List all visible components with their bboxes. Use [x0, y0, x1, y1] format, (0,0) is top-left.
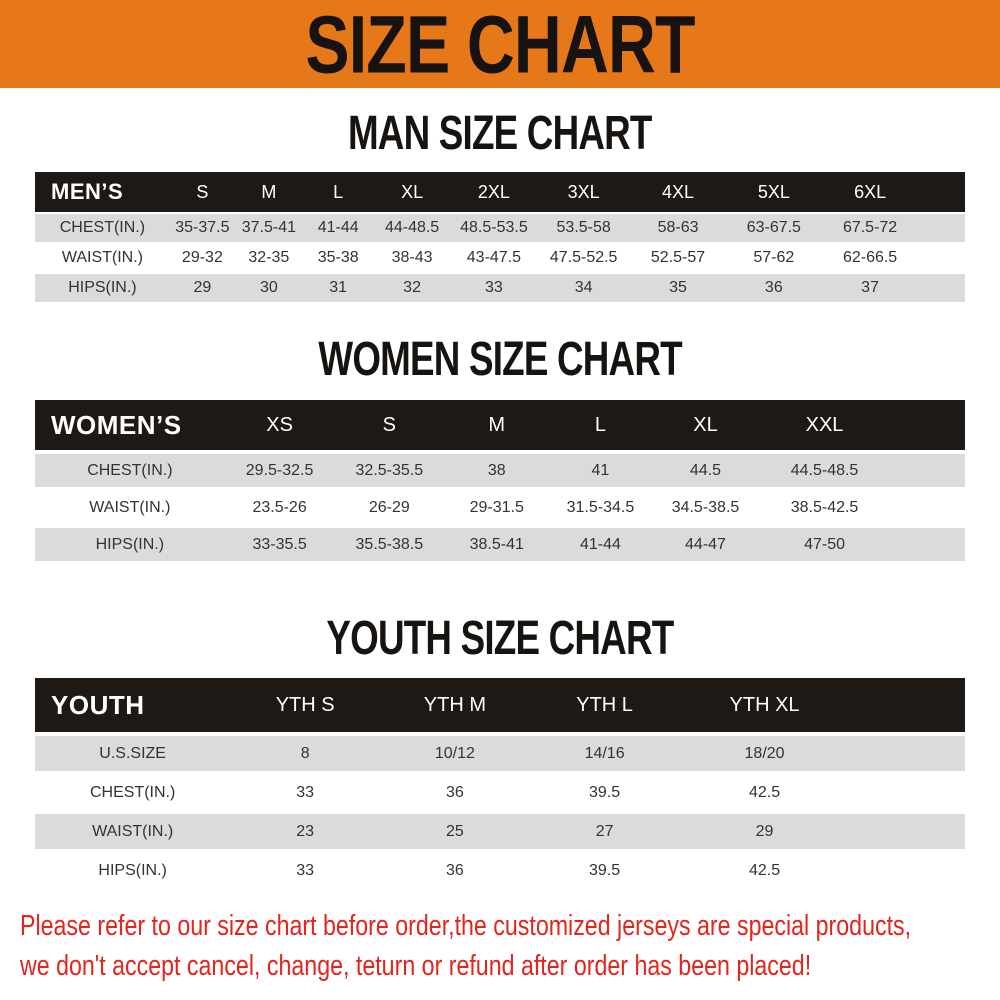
women-section-heading-text: WOMEN SIZE CHART: [318, 330, 682, 386]
youth-section-heading: [0, 609, 1000, 665]
size-column-header: 5XL: [757, 181, 790, 202]
women-hips-row: [35, 528, 965, 561]
row-label: WAIST(IN.): [92, 822, 174, 840]
size-column-header: 4XL: [662, 181, 695, 202]
women-waist-row: [35, 491, 965, 524]
size-column-header: 3XL: [567, 181, 600, 202]
man-section-heading: [0, 104, 1000, 160]
youth-waist-row: [35, 814, 965, 849]
size-cell: 47-50: [804, 535, 845, 553]
size-cell: 44-48.5: [384, 219, 440, 236]
size-cell: 39.5: [589, 783, 621, 801]
size-cell: 32: [403, 279, 421, 296]
row-label: CHEST(IN.): [59, 219, 146, 236]
youth-section-heading-text: YOUTH SIZE CHART: [326, 609, 674, 665]
size-cell: 23: [296, 822, 315, 840]
men-size-table: [35, 172, 965, 302]
size-column-header: XS: [266, 413, 293, 436]
size-cell: 35.5-38.5: [355, 535, 424, 553]
row-label: HIPS(IN.): [98, 861, 167, 879]
women-section-heading: [0, 330, 1000, 386]
size-cell: 32-35: [248, 249, 290, 266]
women-size-table: [35, 400, 965, 561]
size-cell: 42.5: [748, 783, 781, 801]
size-cell: 38: [487, 461, 506, 479]
size-column-header: L: [333, 181, 344, 202]
size-cell: 33-35.5: [252, 535, 307, 553]
size-cell: 58-63: [657, 219, 699, 236]
youth-hips-row: [35, 853, 965, 888]
size-cell: 10/12: [434, 744, 475, 762]
men-table-header-label: MEN’S: [51, 179, 124, 204]
size-cell: 63-67.5: [746, 219, 801, 236]
size-cell: 29.5-32.5: [245, 461, 314, 479]
size-cell: 41: [591, 461, 610, 479]
size-cell: 53.5-58: [556, 219, 611, 236]
row-label: WAIST(IN.): [61, 249, 143, 266]
size-cell: 44-47: [685, 535, 726, 553]
size-column-header: M: [488, 413, 506, 436]
size-cell: 23.5-26: [252, 498, 307, 516]
size-column-header: XXL: [805, 413, 844, 436]
size-cell: 38.5-42.5: [790, 498, 859, 516]
size-cell: 31.5-34.5: [566, 498, 635, 516]
size-cell: 33: [485, 279, 503, 296]
size-cell: 26-29: [368, 498, 410, 516]
size-cell: 47.5-52.5: [549, 249, 618, 266]
size-column-header: XL: [693, 413, 718, 436]
men-hips-row: [35, 274, 965, 302]
size-cell: 38-43: [391, 249, 433, 266]
men-waist-row: [35, 244, 965, 272]
size-column-header: S: [196, 181, 209, 202]
man-section-heading-text: MAN SIZE CHART: [348, 104, 652, 160]
youth-ussize-row: [35, 736, 965, 771]
size-cell: 34: [574, 279, 593, 296]
size-cell: 38.5-41: [469, 535, 524, 553]
size-column-header: YTH M: [423, 693, 486, 716]
size-column-header: M: [261, 181, 277, 202]
size-cell: 33: [296, 783, 315, 801]
size-cell: 35: [669, 279, 687, 296]
page-title: SIZE CHART: [305, 0, 695, 90]
size-cell: 30: [259, 279, 278, 296]
size-cell: 37.5-41: [241, 219, 296, 236]
size-cell: 42.5: [748, 861, 781, 879]
size-column-header: YTH L: [576, 693, 633, 716]
youth-size-table: [35, 678, 965, 888]
size-column-header: XL: [401, 181, 424, 202]
size-cell: 36: [445, 783, 464, 801]
size-cell: 8: [300, 744, 310, 762]
size-cell: 27: [595, 822, 614, 840]
row-label: HIPS(IN.): [95, 535, 165, 553]
size-cell: 25: [445, 822, 464, 840]
size-cell: 44.5: [689, 461, 722, 479]
size-cell: 14/16: [584, 744, 625, 762]
order-warning-line-2: we don't accept cancel, change, teturn or refund after order has been placed!: [20, 950, 812, 982]
size-column-header: 2XL: [477, 181, 510, 202]
size-cell: 52.5-57: [650, 249, 706, 266]
youth-table-header-label: YOUTH: [51, 689, 145, 720]
size-cell: 18/20: [744, 744, 785, 762]
size-cell: 62-66.5: [842, 249, 898, 266]
banner: [0, 0, 1000, 88]
size-cell: 41-44: [317, 219, 359, 236]
youth-table-header-row: [35, 678, 965, 732]
order-warning: [0, 906, 1000, 986]
size-column-header: S: [382, 413, 396, 436]
size-cell: 48.5-53.5: [460, 219, 528, 236]
row-label: HIPS(IN.): [68, 279, 137, 296]
size-cell: 57-62: [753, 249, 795, 266]
size-cell: 36: [445, 861, 464, 879]
row-label: WAIST(IN.): [89, 498, 171, 516]
size-cell: 29-31.5: [469, 498, 524, 516]
size-cell: 39.5: [589, 861, 621, 879]
size-cell: 32.5-35.5: [355, 461, 424, 479]
size-cell: 43-47.5: [466, 249, 522, 266]
order-warning-line-1: Please refer to our size chart before order,the customized jerseys are special products,: [20, 910, 912, 942]
size-cell: 44.5-48.5: [790, 461, 859, 479]
size-cell: 67.5-72: [842, 219, 898, 236]
size-cell: 29-32: [181, 249, 223, 266]
size-cell: 34.5-38.5: [671, 498, 740, 516]
youth-chest-row: [35, 775, 965, 810]
men-table-header-row: [35, 172, 965, 212]
size-cell: 29: [193, 279, 212, 296]
women-table-header-label: WOMEN’S: [51, 409, 182, 440]
men-chest-row: [35, 214, 965, 242]
size-column-header: L: [594, 413, 606, 436]
row-label: CHEST(IN.): [89, 783, 176, 801]
size-cell: 33: [296, 861, 315, 879]
size-column-header: YTH S: [275, 693, 335, 716]
size-cell: 36: [764, 279, 783, 296]
size-column-header: YTH XL: [729, 693, 800, 716]
size-cell: 35-37.5: [175, 219, 230, 236]
size-cell: 35-38: [317, 249, 359, 266]
women-table-header-row: [35, 400, 965, 450]
size-cell: 41-44: [579, 535, 621, 553]
size-cell: 29: [755, 822, 774, 840]
size-cell: 37: [861, 279, 879, 296]
size-cell: 31: [329, 279, 348, 296]
row-label: CHEST(IN.): [87, 461, 173, 479]
row-label: U.S.SIZE: [99, 744, 166, 762]
size-column-header: 6XL: [854, 181, 887, 202]
women-chest-row: [35, 454, 965, 487]
